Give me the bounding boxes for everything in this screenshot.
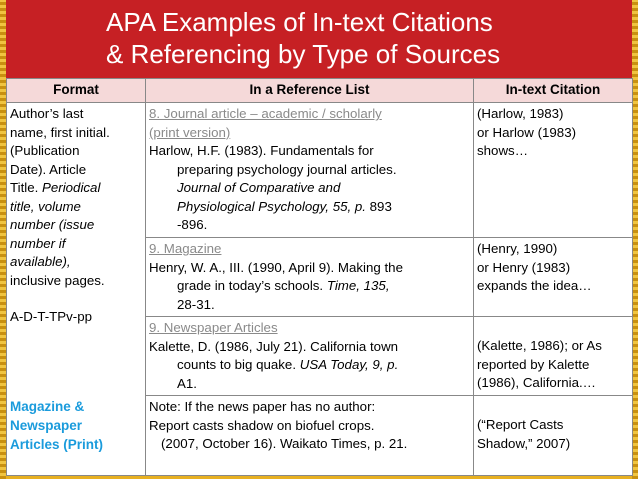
category-label: Newspaper xyxy=(10,417,83,433)
citation-line: (Harlow, 1983) xyxy=(477,106,564,121)
reference-line: (2007, October 16). Waikato Times, p. 21. xyxy=(161,436,408,451)
format-line: Date). Article xyxy=(10,161,87,177)
title-banner xyxy=(6,0,632,80)
citation-cell-magazine xyxy=(474,238,633,317)
format-line: available), xyxy=(10,254,71,269)
format-spacer xyxy=(10,290,142,308)
format-code: A-D-T-TPv-pp xyxy=(10,309,93,324)
format-line: (Publication xyxy=(10,143,80,158)
slide-title xyxy=(106,6,576,70)
reference-line: Kalette, D. (1986, July 21). California town xyxy=(149,338,399,354)
column-header-in-text-citation: In-text Citation xyxy=(474,79,633,103)
citation-line: (1986), California.… xyxy=(477,375,596,390)
reference-line: -896. xyxy=(177,217,208,232)
citation-line: expands the idea… xyxy=(477,278,592,293)
citation-table xyxy=(6,78,633,476)
newspaper-heading: 9. Newspaper Articles xyxy=(149,320,278,335)
reference-line: Report casts shadow on biofuel crops. xyxy=(149,417,375,433)
reference-text-italic: Time, 135, xyxy=(326,278,390,293)
format-line: Author’s last xyxy=(10,106,84,121)
column-header-format: Format xyxy=(7,79,146,103)
table-row-journal xyxy=(7,103,633,238)
reference-line: A1. xyxy=(177,375,197,391)
reference-line: Note: If the news paper has no author: xyxy=(149,399,376,414)
citation-line: or Harlow (1983) xyxy=(477,124,577,140)
format-line: number if xyxy=(10,235,66,251)
reference-cell-journal xyxy=(146,103,474,238)
format-text-italic: Periodical xyxy=(42,180,101,195)
format-text: Title. xyxy=(10,180,43,195)
citation-line: (“Report Casts xyxy=(477,417,564,432)
citation-cell-journal xyxy=(474,103,633,238)
reference-line: Henry, W. A., III. (1990, April 9). Making the xyxy=(149,259,403,275)
magazine-heading: 9. Magazine xyxy=(149,241,222,256)
category-label: Magazine & xyxy=(10,398,85,414)
format-line xyxy=(10,179,142,198)
reference-cell-magazine xyxy=(146,238,474,317)
citation-line: Shadow,” 2007) xyxy=(477,435,571,451)
category-label: Articles (Print) xyxy=(10,436,104,452)
reference-line xyxy=(149,356,470,375)
format-spacer xyxy=(10,327,142,397)
reference-cell-note xyxy=(146,396,474,476)
reference-line: preparing psychology journal articles. xyxy=(177,161,397,177)
column-header-reference-list: In a Reference List xyxy=(146,79,474,103)
title-line-2: & Referencing by Type of Sources xyxy=(106,39,501,69)
reference-text: counts to big quake. xyxy=(177,357,300,372)
format-cell xyxy=(7,103,146,476)
title-line-1: APA Examples of In-text Citations xyxy=(106,7,493,37)
reference-text-italic: Physiological Psychology, 55, p. xyxy=(177,198,366,214)
citation-table-container xyxy=(6,78,632,476)
reference-text: 893 xyxy=(365,198,392,214)
citation-line: (Kalette, 1986); or As xyxy=(477,338,602,353)
reference-text: grade in today’s schools. xyxy=(177,278,327,293)
reference-line: Harlow, H.F. (1983). Fundamentals for xyxy=(149,143,374,158)
format-line: name, first initial. xyxy=(10,124,110,140)
citation-line: (Henry, 1990) xyxy=(477,241,558,256)
citation-line: reported by Kalette xyxy=(477,356,590,372)
format-line: number (issue xyxy=(10,217,95,232)
reference-line xyxy=(149,198,470,217)
journal-heading: (print version) xyxy=(149,124,231,140)
format-line: title, volume xyxy=(10,198,81,214)
citation-cell-note xyxy=(474,396,633,476)
reference-text-italic: USA Today, 9, p. xyxy=(299,357,399,372)
reference-line xyxy=(149,277,470,296)
journal-heading: 8. Journal article – academic / scholarly xyxy=(149,106,382,121)
reference-line: Journal of Comparative and xyxy=(177,180,341,195)
reference-line: 28-31. xyxy=(177,296,215,312)
format-line: inclusive pages. xyxy=(10,272,105,288)
table-header-row xyxy=(7,79,633,103)
reference-cell-newspaper xyxy=(146,317,474,396)
citation-line: or Henry (1983) xyxy=(477,259,571,275)
citation-line: shows… xyxy=(477,143,528,158)
citation-cell-newspaper xyxy=(474,317,633,396)
